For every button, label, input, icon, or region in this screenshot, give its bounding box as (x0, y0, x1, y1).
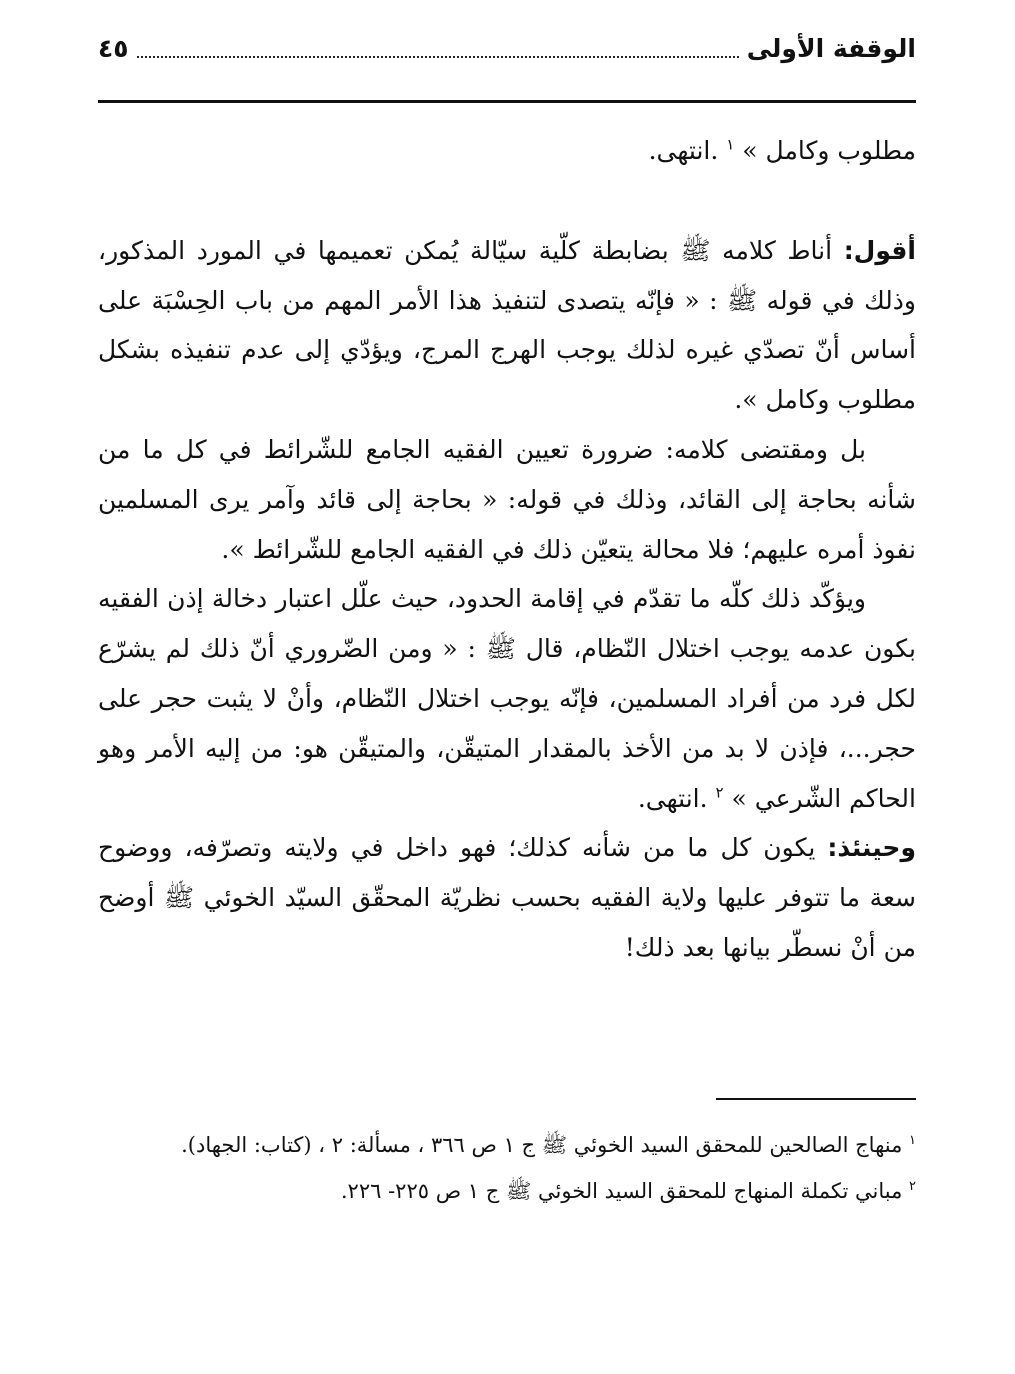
footnotes (98, 1122, 916, 1214)
paragraph (98, 425, 916, 574)
footnote-reference: ٢ (715, 783, 724, 802)
footnote (98, 1122, 916, 1168)
lead-word: وحينئذ: (827, 833, 916, 863)
footnote-number: ٢ (909, 1179, 916, 1194)
footnote-text: مباني تكملة المنهاج للمحقق السيد الخوئي ﷺ ج ١ ص ٢٢٥- ٢٢٦. (340, 1179, 910, 1203)
footnote-reference: ١ (726, 135, 735, 154)
paragraph-text: ويؤكّد ذلك كلّه ما تقدّم في إقامة الحدود، حيث علّل اعتبار دخالة إذن الفقيه بكون عدمه يوجب اختلال النّظام، قال ﷺ : « ومن الضّروري أنّ ذلك لم يشرّع لكل فرد من أفراد المسلمين، فإنّه يوجب اختلال النّظام، وأنْ لا يثبت حجر على حجر...، فإذن لا بد من الأخذ بالمقدار المتيقّن، والمتيقّن هو: من إليه الأمر وهو الحاكم الشّرعي » (98, 584, 916, 813)
running-header (98, 28, 916, 68)
footnote (98, 1168, 916, 1214)
paragraph-continuation (98, 126, 916, 176)
page-number: ٤٥ (98, 33, 129, 63)
paragraph-text: بل ومقتضى كلامه: ضرورة تعيين الفقيه الجامع للشّرائط في كل ما من شأنه بحاجة إلى القائد، وذلك في قوله: « بحاجة إلى قائد وآمر يرى المسلمين نفوذ أمره عليهم؛ فلا محالة يتعيّن ذلك في الفقيه الجامع للشّرائط ». (98, 434, 916, 564)
paragraph-text: أناط كلامه ﷺ بضابطة كلّية سيّالة يُمكن تعميمها في المورد المذكور، وذلك في قوله ﷺ : « فإنّه يتصدى لتنفيذ هذا الأمر المهم من باب الحِسْبَة على أساس أنّ تصدّي غيره لذلك يوجب الهرج المرج، ويؤدّي إلى عدم تنفيذه بشكل مطلوب وكامل ». (98, 235, 916, 415)
paragraph (98, 574, 916, 823)
main-text (98, 126, 916, 973)
paragraph-end: .انتهى. (648, 136, 719, 165)
footnote-rule (716, 1098, 916, 1100)
paragraph-text: يكون كل ما من شأنه كذلك؛ فهو داخل في ولايته وتصرّفه، ووضوح سعة ما تتوفر عليها ولاية الفقيه بحسب نظريّة المحقّق السيّد الخوئي ﷺ أوضح من أنْ نسطّر بيانها بعد ذلك! (98, 833, 916, 962)
paragraph-text: مطلوب وكامل » (742, 136, 916, 165)
lead-word: أقول: (843, 235, 916, 265)
header-leader-dots (137, 38, 739, 58)
header-rule (98, 100, 916, 103)
paragraph (98, 226, 916, 425)
paragraph-end: .انتهى. (637, 783, 708, 813)
chapter-title: الوقفة الأولى (746, 33, 916, 63)
footnote-number: ١ (909, 1133, 916, 1148)
footnote-text: منهاج الصالحين للمحقق السيد الخوئي ﷺ ج ١ ص ٣٦٦ ، مسألة: ٢ ، (كتاب: الجهاد). (181, 1133, 910, 1157)
paragraph (98, 823, 916, 972)
